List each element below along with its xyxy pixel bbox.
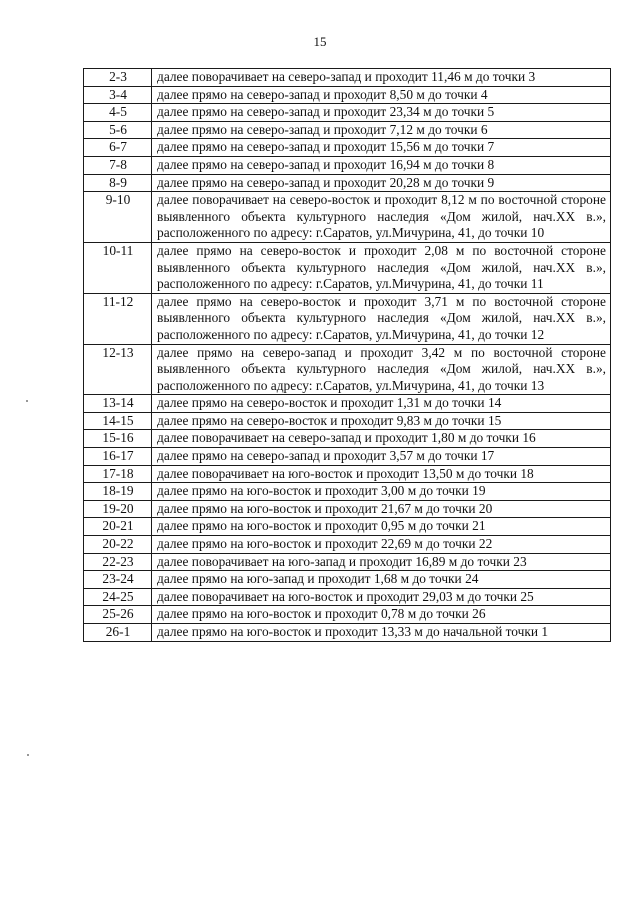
table-row bbox=[84, 69, 611, 87]
description-cell: далее прямо на северо-запад и проходит 15,56 м до точки 7 bbox=[152, 139, 611, 157]
description-cell: далее прямо на северо-запад и проходит 20,28 м до точки 9 bbox=[152, 174, 611, 192]
segment-cell: 5-6 bbox=[84, 121, 152, 139]
description-cell: далее прямо на северо-восток и проходит 3,71 м по восточной стороне выявленного объекта культурного наследия «Дом жилой, нач.XX в.», расположенного по адресу: г.Саратов, ул.Мичурина, 41, до точки 12 bbox=[152, 293, 611, 344]
table-row bbox=[84, 624, 611, 642]
table-row bbox=[84, 518, 611, 536]
description-cell: далее прямо на северо-восток и проходит 1,31 м до точки 14 bbox=[152, 395, 611, 413]
description-cell: далее прямо на северо-запад и проходит 16,94 м до точки 8 bbox=[152, 156, 611, 174]
segment-cell: 20-21 bbox=[84, 518, 152, 536]
table-row bbox=[84, 606, 611, 624]
description-cell: далее прямо на северо-восток и проходит 9,83 м до точки 15 bbox=[152, 412, 611, 430]
description-cell: далее прямо на северо-запад и проходит 8,50 м до точки 4 bbox=[152, 86, 611, 104]
description-cell: далее прямо на северо-восток и проходит 2,08 м по восточной стороне выявленного объекта культурного наследия «Дом жилой, нач.XX в.», расположенного по адресу: г.Саратов, ул.Мичурина, 41, до точки 11 bbox=[152, 242, 611, 293]
segment-cell: 20-22 bbox=[84, 536, 152, 554]
description-cell: далее прямо на северо-запад и проходит 3,42 м по восточной стороне выявленного объекта культурного наследия «Дом жилой, нач.XX в.», расположенного по адресу: г.Саратов, ул.Мичурина, 41, до точки 13 bbox=[152, 344, 611, 395]
table-row bbox=[84, 139, 611, 157]
segment-cell: 6-7 bbox=[84, 139, 152, 157]
description-cell: далее прямо на юго-восток и проходит 22,69 м до точки 22 bbox=[152, 536, 611, 554]
segment-cell: 3-4 bbox=[84, 86, 152, 104]
segment-cell: 9-10 bbox=[84, 192, 152, 243]
table-row bbox=[84, 500, 611, 518]
description-cell: далее поворачивает на юго-запад и проходит 16,89 м до точки 23 bbox=[152, 553, 611, 571]
segment-cell: 26-1 bbox=[84, 624, 152, 642]
table-row bbox=[84, 242, 611, 293]
table-row bbox=[84, 571, 611, 589]
segment-cell: 17-18 bbox=[84, 465, 152, 483]
table-row bbox=[84, 395, 611, 413]
table-row bbox=[84, 174, 611, 192]
table-row bbox=[84, 483, 611, 501]
page-number: 15 bbox=[313, 34, 327, 49]
description-cell: далее поворачивает на юго-восток и проходит 13,50 м до точки 18 bbox=[152, 465, 611, 483]
description-cell: далее поворачивает на северо-восток и проходит 8,12 м по восточной стороне выявленного объекта культурного наследия «Дом жилой, нач.XX в.», расположенного по адресу: г.Саратов, ул.Мичурина, 41, до точки 10 bbox=[152, 192, 611, 243]
segment-cell: 2-3 bbox=[84, 69, 152, 87]
table-row bbox=[84, 344, 611, 395]
segment-cell: 25-26 bbox=[84, 606, 152, 624]
scan-speck bbox=[27, 754, 29, 756]
description-cell: далее прямо на юго-восток и проходит 0,95 м до точки 21 bbox=[152, 518, 611, 536]
table-row bbox=[84, 412, 611, 430]
segment-cell: 10-11 bbox=[84, 242, 152, 293]
description-cell: далее прямо на юго-запад и проходит 1,68 м до точки 24 bbox=[152, 571, 611, 589]
description-cell: далее прямо на юго-восток и проходит 21,67 м до точки 20 bbox=[152, 500, 611, 518]
description-cell: далее прямо на северо-запад и проходит 23,34 м до точки 5 bbox=[152, 104, 611, 122]
description-cell: далее поворачивает на юго-восток и проходит 29,03 м до точки 25 bbox=[152, 588, 611, 606]
table-row bbox=[84, 293, 611, 344]
description-cell: далее прямо на юго-восток и проходит 3,00 м до точки 19 bbox=[152, 483, 611, 501]
segment-cell: 7-8 bbox=[84, 156, 152, 174]
description-cell: далее поворачивает на северо-запад и проходит 1,80 м до точки 16 bbox=[152, 430, 611, 448]
table-row bbox=[84, 465, 611, 483]
description-cell: далее прямо на юго-восток и проходит 0,78 м до точки 26 bbox=[152, 606, 611, 624]
description-cell: далее поворачивает на северо-запад и проходит 11,46 м до точки 3 bbox=[152, 69, 611, 87]
segment-cell: 8-9 bbox=[84, 174, 152, 192]
segment-cell: 15-16 bbox=[84, 430, 152, 448]
table-row bbox=[84, 588, 611, 606]
table-body bbox=[84, 69, 611, 642]
table-row bbox=[84, 448, 611, 466]
table-row bbox=[84, 536, 611, 554]
table-row bbox=[84, 192, 611, 243]
segment-cell: 13-14 bbox=[84, 395, 152, 413]
segment-cell: 14-15 bbox=[84, 412, 152, 430]
segment-cell: 23-24 bbox=[84, 571, 152, 589]
table-row bbox=[84, 86, 611, 104]
description-cell: далее прямо на северо-запад и проходит 3,57 м до точки 17 bbox=[152, 448, 611, 466]
table-row bbox=[84, 104, 611, 122]
segment-cell: 18-19 bbox=[84, 483, 152, 501]
description-cell: далее прямо на северо-запад и проходит 7,12 м до точки 6 bbox=[152, 121, 611, 139]
segment-cell: 16-17 bbox=[84, 448, 152, 466]
description-cell: далее прямо на юго-восток и проходит 13,33 м до начальной точки 1 bbox=[152, 624, 611, 642]
segment-cell: 19-20 bbox=[84, 500, 152, 518]
boundary-description-table bbox=[83, 68, 611, 642]
table-row bbox=[84, 156, 611, 174]
table-row bbox=[84, 553, 611, 571]
segment-cell: 11-12 bbox=[84, 293, 152, 344]
segment-cell: 24-25 bbox=[84, 588, 152, 606]
table-row bbox=[84, 121, 611, 139]
segment-cell: 4-5 bbox=[84, 104, 152, 122]
segment-cell: 22-23 bbox=[84, 553, 152, 571]
segment-cell: 12-13 bbox=[84, 344, 152, 395]
scan-speck bbox=[26, 400, 28, 402]
table-row bbox=[84, 430, 611, 448]
